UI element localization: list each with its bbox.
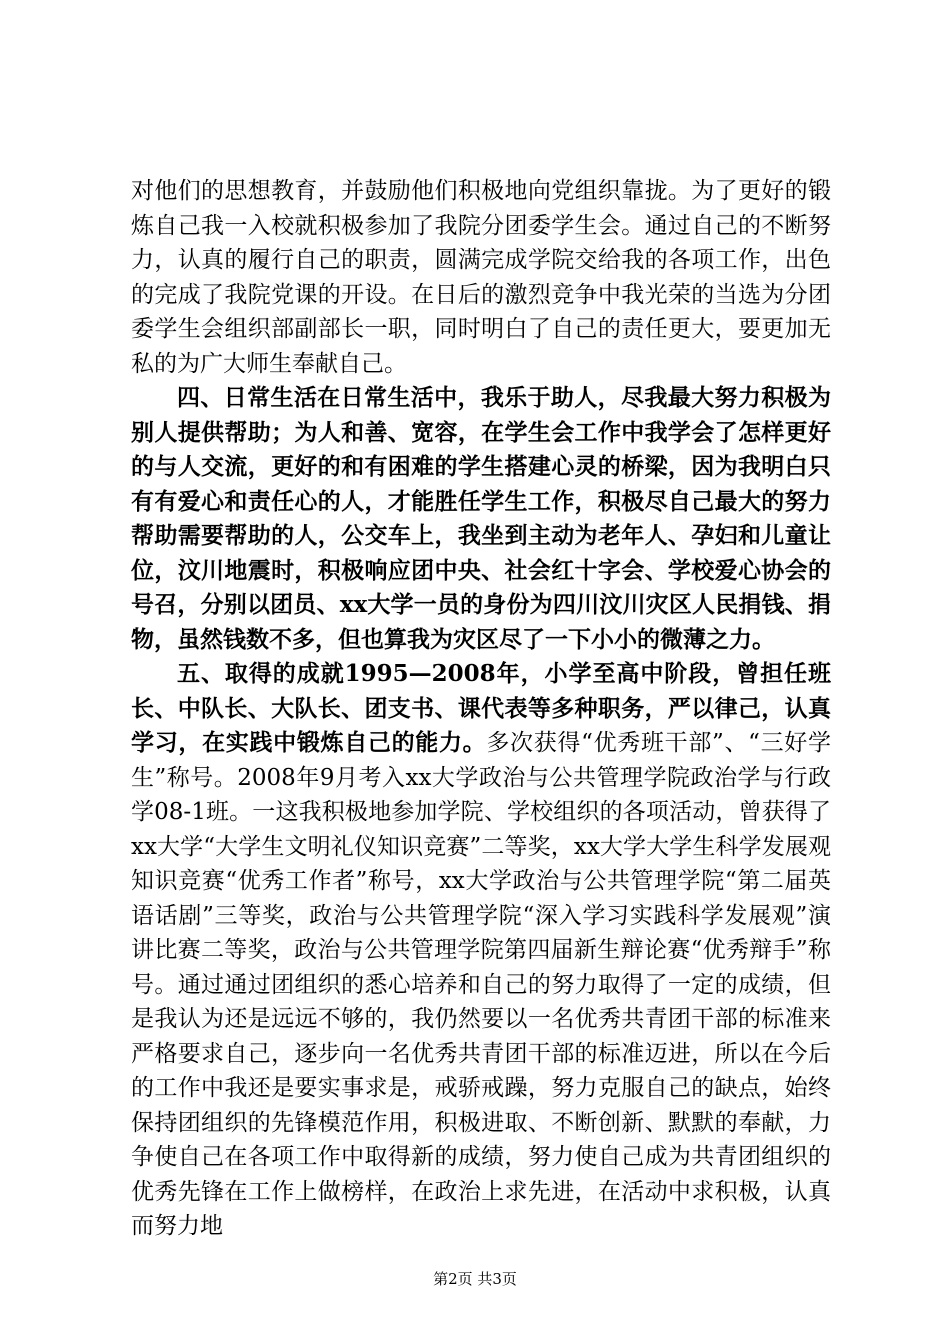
paragraph-3-bold-text: 五、取得的成就1995—2008年，小学至高中阶段，曾担任班长、中队长、大队长、团支书、课代表等多种职务，严以律己，认真学习，在实践中锻炼自己的能力。 xyxy=(131,660,831,756)
paragraph-2-text: 四、日常生活在日常生活中，我乐于助人，尽我最大努力积极为别人提供帮助；为人和善、宽容，在学生会工作中我学会了怎样更好的与人交流，更好的和有困难的学生搭建心灵的桥梁，因为我明白只有有爱心和责任心的人，才能胜任学生工作，积极尽自己最大的努力帮助需要帮助的人，公交车上，我坐到主动为老年人、孕妇和儿童让位，汶川地震时，积极响应团中央、社会红十字会、学校爱心协会的号召，分别以团员、xx大学一员的身份为四川汶川灾区人民捐钱、捐物，虽然钱数不多，但也算我为灾区尽了一下小小的微薄之力。 xyxy=(131,384,831,653)
paragraph-1 xyxy=(131,174,831,381)
paragraph-2-daily-life xyxy=(131,381,831,657)
page-number-footer: 第2页 共3页 xyxy=(433,1270,517,1288)
paragraph-3-achievements xyxy=(131,657,831,1244)
paragraph-1-text: 对他们的思想教育，并鼓励他们积极地向党组织靠拢。为了更好的锻炼自己我一入校就积极参加了我院分团委学生会。通过自己的不断努力，认真的履行自己的职责，圆满完成学院交给我的各项工作，出色的完成了我院党课的开设。在日后的激烈竞争中我光荣的当选为分团委学生会组织部副部长一职，同时明白了自己的责任更大，要更加无私的为广大师生奉献自己。 xyxy=(131,178,831,377)
paragraph-3-text: 多次获得“优秀班干部”、“三好学生”称号。2008年9月考入xx大学政治与公共管理学院政治学与行政学08-1班。一这我积极地参加学院、学校组织的各项活动，曾获得了xx大学“大学生文明礼仪知识竞赛”二等奖，xx大学大学生科学发展观知识竞赛“优秀工作者”称号，xx大学政治与公共管理学院“第二届英语话剧”三等奖，政治与公共管理学院“深入学习实践科学发展观”演讲比赛二等奖，政治与公共管理学院第四届新生辩论赛“优秀辩手”称号。通过通过团组织的悉心培养和自己的努力取得了一定的成绩，但是我认为还是远远不够的，我仍然要以一名优秀共青团干部的标准来严格要求自己，逐步向一名优秀共青团干部的标准迈进，所以在今后的工作中我还是要实事求是，戒骄戒躁，努力克服自己的缺点，始终保持团组织的先锋模范作用，积极进取、不断创新、默默的奉献，力争使自己在各项工作中取得新的成绩，努力使自己成为共青团组织的优秀先锋在工作上做榜样，在政治上求先进，在活动中求积极，认真而努力地 xyxy=(131,730,831,1239)
document-body xyxy=(131,174,831,1244)
